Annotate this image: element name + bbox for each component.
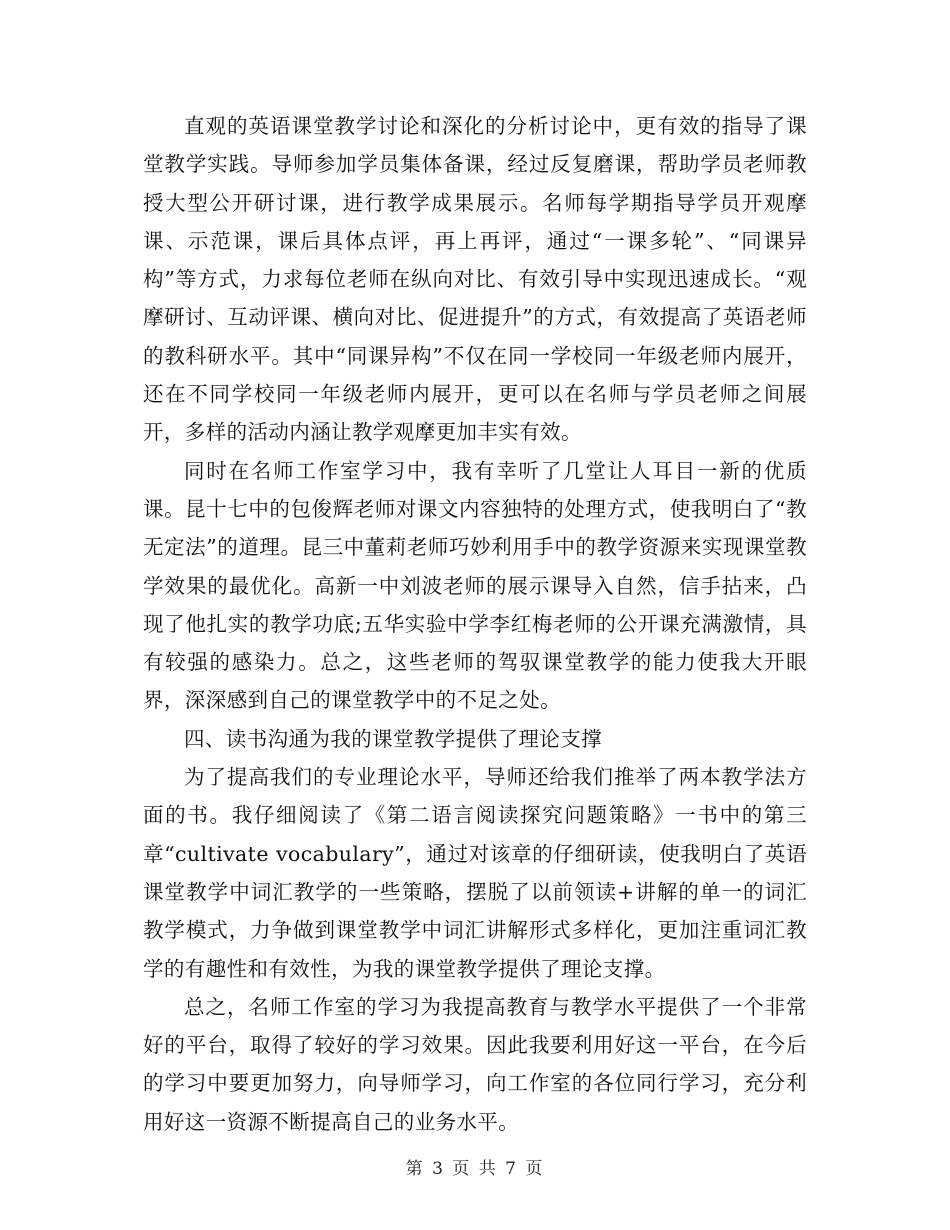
paragraph-reading-books: 为了提高我们的专业理论水平，导师还给我们推举了两本教学法方面的书。我仔细阅读了《第二语言阅读探究问题策略》一书中的第三章“cultivate vocabulary”，通过对该章的仔细研读，使我明白了英语课堂教学中词汇教学的一些策略，摆脱了以前领读+讲解的单一的词汇教学模式，力争做到课堂教学中词汇讲解形式多样化，更加注重词汇教学的有趣性和有效性，为我的课堂教学提供了理论支撑。 xyxy=(143,765,807,981)
section-heading-reading: 四、读书沟通为我的课堂教学提供了理论支撑 xyxy=(184,726,602,751)
paragraph-model-lessons: 同时在名师工作室学习中，我有幸听了几堂让人耳目一新的优质课。昆十七中的包俊辉老师对课文内容独特的处理方式，使我明白了“教无定法”的道理。昆三中董莉老师巧妙利用手中的教学资源来实现课堂教学效果的最优化。高新一中刘波老师的展示课导入自然，信手拈来，凸现了他扎实的教学功底;五华实验中学李红梅老师的公开课充满激情，具有较强的感染力。总之，这些老师的驾驭课堂教学的能力使我大开眼界，深深感到自己的课堂教学中的不足之处。 xyxy=(143,458,807,713)
document-body xyxy=(143,107,807,1141)
paragraph-observation-teaching: 直观的英语课堂教学讨论和深化的分析讨论中，更有效的指导了课堂教学实践。导师参加学员集体备课，经过反复磨课，帮助学员老师教授大型公开研讨课，进行教学成果展示。名师每学期指导学员开观摩课、示范课，课后具体点评，再上再评，通过“一课多轮”、“同课异构”等方式，力求每位老师在纵向对比、有效引导中实现迅速成长。“观摩研讨、互动评课、横向对比、促进提升”的方式，有效提高了英语老师的教科研水平。其中“同课异构”不仅在同一学校同一年级老师内展开，还在不同学校同一年级老师内展开，更可以在名师与学员老师之间展开，多样的活动内涵让教学观摩更加丰实有效。 xyxy=(143,114,807,445)
paragraph-conclusion: 总之，名师工作室的学习为我提高教育与教学水平提供了一个非常好的平台，取得了较好的学习效果。因此我要利用好这一平台，在今后的学习中要更加努力，向导师学习，向工作室的各位同行学习，充分利用好这一资源不断提高自己的业务水平。 xyxy=(143,994,807,1134)
page-number-footer: 第 3 页 共 7 页 xyxy=(405,1159,545,1179)
